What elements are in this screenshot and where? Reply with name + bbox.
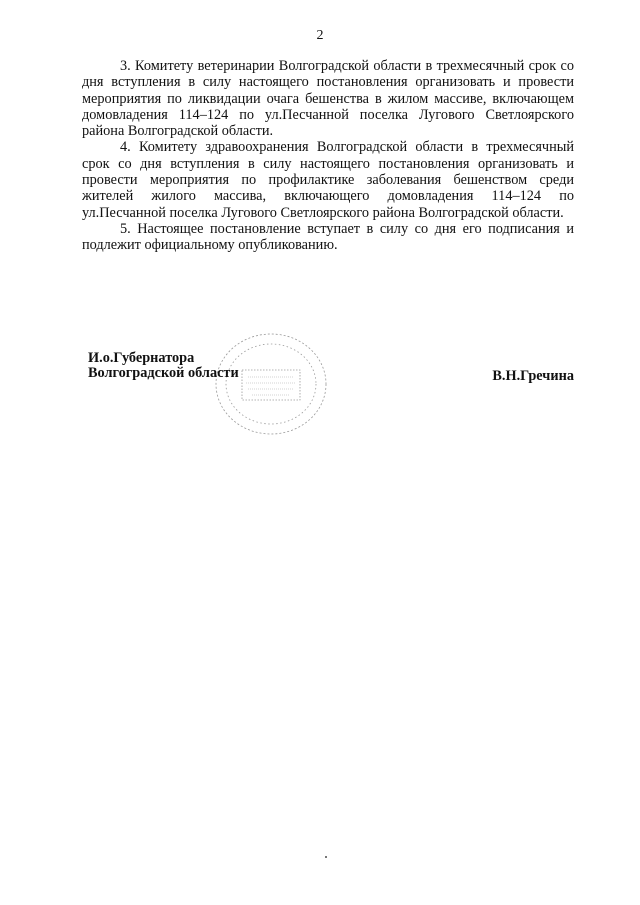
signatory-title-line1: И.о.Губернатора xyxy=(88,350,195,366)
signatory-title xyxy=(88,351,239,381)
paragraph-4: 4. Комитету здравоохранения Волгоградской области в трехмесячный срок со дня вступления в силу настоящего постановления организовать и провести мероприятия по профилактике заболевания бешенством среди жителей жилого массива, включающего домовладения 114–124 по ул.Песчанной поселка Лугового Светлоярского района Волгоградской области. xyxy=(82,139,574,221)
paragraph-3: 3. Комитету ветеринарии Волгоградской области в трехмесячный срок со дня вступления в силу настоящего постановления организовать и провести мероприятия по ликвидации очага бешенства в жилом массиве, включающем домовладения 114–124 по ул.Песчанной поселка Лугового Светлоярского района Волгоградской области. xyxy=(82,58,574,140)
paragraph-5: 5. Настоящее постановление вступает в силу со дня его подписания и подлежит официальному опубликованию. xyxy=(82,220,574,254)
signatory-title-line2: Волгоградской области xyxy=(88,365,239,381)
signatory-name: В.Н.Гречина xyxy=(492,368,574,384)
document-body xyxy=(82,58,574,254)
page-number: 2 xyxy=(316,28,324,43)
scan-dot xyxy=(325,856,327,858)
official-seal-stamp xyxy=(212,330,330,438)
